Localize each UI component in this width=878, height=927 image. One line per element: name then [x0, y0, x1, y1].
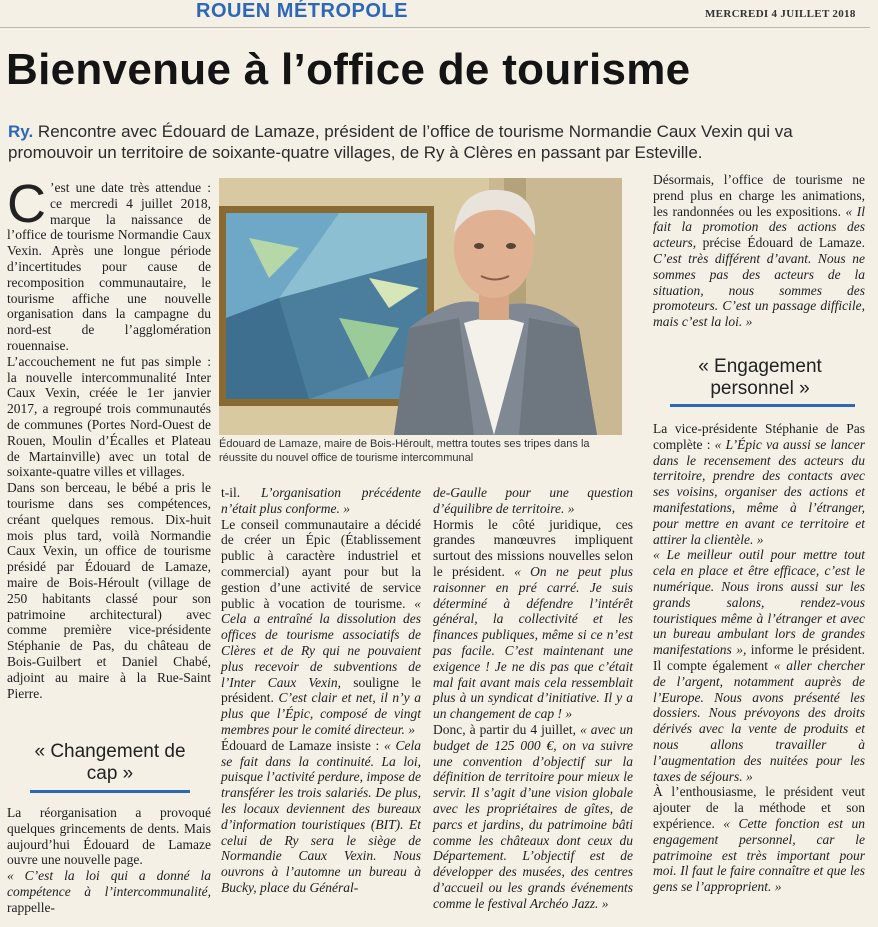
photo-caption: Édouard de Lamaze, maire de Bois-Héroult, mettra toutes ses tripes dans la réussite du nouvel office de tourisme intercommunal [219, 438, 590, 464]
quote: « Cela a entraîné la dissolution des offices de tourisme associatifs de Clères et de Ry qui ne pouvaient plus recevoir de subventions de l’Inter Caux Vexin, [221, 595, 421, 690]
section-heading: ROUEN MÉTROPOLE [196, 0, 408, 22]
paragraph [433, 722, 633, 912]
intertitle-rule [670, 404, 855, 407]
quote: « Cela se fait dans la continuité. La loi, puisque l’activité perdure, impose de transférer les trois salariés. De plus, les locaux deviennent des bureaux d’information touristiques (BIT). Et celui de Ry sera le siège de Normandie Caux Vexin. Nous ouvrons à l’automne un bureau à Bucky, place du Général- [221, 737, 421, 895]
column-1-bottom [7, 805, 211, 916]
paragraph-text: Donc, à partir du 4 juillet, [433, 721, 580, 737]
paragraph [7, 174, 211, 354]
paragraph [221, 738, 421, 896]
paragraph: La réorganisation a provoqué quelques grincements de dents. Mais aujourd’hui Édouard de Lamaze ouvre une nouvelle page. [7, 805, 211, 868]
paragraph [221, 485, 421, 517]
article-title: Bienvenue à l’office de tourisme [6, 45, 691, 94]
paragraph [433, 517, 633, 722]
paragraph [653, 421, 865, 547]
paragraph-text: précise Édouard de Lamaze. [696, 235, 865, 251]
intertitle-changement: « Changement de cap » [34, 741, 186, 784]
paragraph [653, 784, 865, 895]
paragraph-text: Édouard de Lamaze insiste : [221, 737, 385, 753]
paragraph [653, 547, 865, 784]
paragraph-text: Désormais, l’office de tourisme ne prend plus en charge les animations, les randonnées ou les expositions. [653, 172, 865, 219]
quote: « avec un budget de 125 000 €, on va suivre une convention d’objectif sur la définition de territoire pour mieux le servir. Il s’agit d’une vision globale avec les propriétaires de gîtes, de parcs et jardins, du patrimoine bâti comme les châteaux dont ceux du Département. L’objectif est de développer des musées, des centres d’accueil ou les grands événements comme le festival Archéo Jazz. » [433, 721, 633, 911]
paragraph [221, 517, 421, 738]
quote: C’est clair et net, il n’y a plus que l’Épic, composé de vingt membres pour le comité directeur. » [221, 690, 421, 737]
quote: « Cette fonction est un engagement personnel, car le patrimoine est très important pour moi. Il faut le faire connaître et que les gens se l’approprient. » [653, 815, 865, 895]
column-3 [433, 485, 633, 912]
lead-text: Rencontre avec Édouard de Lamaze, président de l’office de tourisme Normandie Caux Vexin qui va promouvoir un territoire de soixante-quatre villages, de Ry à Clères en passant par Esteville. [8, 122, 793, 162]
paragraph-text: t-il. [221, 485, 261, 500]
paragraph: L’accouchement ne fut pas simple : la nouvelle intercommunalité Inter Caux Vexin, créée le 1er janvier 2017, a regroupé trois communautés de communes (Portes Nord-Ouest de Rouen, Moulin d’Écalles et Plateau de Martainville) avec un total de soixante-quatre villes et villages. [7, 353, 211, 480]
issue-date: MERCREDI 4 JUILLET 2018 [705, 8, 856, 20]
paragraph-text: souligne le président. [221, 674, 421, 706]
paragraph: Dans son berceau, le bébé a pris le tourisme dans ses compétences, créant quelques remous. Dix-huit mois plus tard, voilà Normandie Caux Vexin, un office de tourisme présidé par Édouard de Lamaze, maire de Bois-Héroult (village de 250 habitants classé pour son patrimoine architectural) avec comme première vice-présidente Stéphanie de Pas, du château de Bois-Guilbert et Daniel Chabé, adjoint au maire à la Rue-Saint Pierre. [7, 480, 211, 701]
quote: « C’est la loi qui a donné la compétence à l’intercommunalité, [7, 868, 211, 899]
quote: de-Gaulle pour une question d’équilibre de territoire. » [433, 485, 633, 516]
header-divider [0, 27, 870, 28]
paragraph-text: Hormis le côté juridique, ces grandes manœuvres impliquent surtout des missions nouvelles selon le président. [433, 516, 633, 579]
column-1 [7, 174, 211, 701]
quote: L’organisation précédente n’était plus conforme. » [221, 485, 421, 516]
quote: C’est très différent d’avant. Nous ne sommes pas des acteurs de la situation, nous sommes des promoteurs. C’est un passage difficile, mais c’est la loi. » [653, 250, 865, 330]
column-4 [653, 172, 865, 330]
portrait-illustration [219, 178, 622, 435]
paragraph-text: Le conseil communautaire a décidé de créer un Épic (Établissement public à caractère industriel et commercial) ayant pour but la gestion d’une activité de service public à vocation de tourisme. [221, 516, 421, 611]
quote: « Le meilleur outil pour mettre tout cela en place et être efficace, c’est le numérique. Nous irons aussi sur les grands salons, rendez-vous touristiques même à l’étranger et avec un bureau ambulant lors de grandes manifestations », [653, 547, 865, 658]
paragraph [433, 485, 633, 517]
quote: « L’Épic va aussi se lancer dans le recensement des acteurs du territoire, prendre des contacts avec ses voisins, organiser des actions et manifestations, même à l’étranger, pour mettre en avant ce territoire et attirer la clientèle. » [653, 436, 865, 547]
column-4-bottom [653, 421, 865, 895]
column-2 [221, 485, 421, 896]
intertitle-rule [30, 790, 190, 793]
paragraph [7, 868, 211, 915]
quote: « aller chercher de l’argent, notamment auprès de l’Europe. Nous avons présenté les dossiers. Nous prévoyons des droits dérivés avec la vente de produits et nous allons travailler à l’augmentation des nuitées pour les taxes de séjours. » [653, 657, 865, 784]
article-lead [8, 121, 874, 163]
paragraph [653, 172, 865, 330]
paragraph-text: La vice-présidente Stéphanie de Pas complète : [653, 421, 865, 452]
quote: « Il fait la promotion des actions des acteurs, [653, 203, 865, 251]
paragraph-text: rappelle- [7, 899, 55, 915]
intertitle-engagement: « Engagement personnel » [698, 356, 822, 399]
paragraph-text: informe le président. Il compte également [653, 642, 865, 673]
quote: « On ne peut plus raisonner en pré carré. Je suis déterminé à défendre l’intérêt général, la collectivité et les finances publiques, même si ce n’est pas facile. C’est maintenant une exigence ! Je ne dis pas que c’était mal fait avant mais cela ressemblait plus à un syndicat d’initiative. Il y a un changement de cap ! » [433, 563, 633, 722]
paragraph-text: À l’enthousiasme, le président veut ajouter de la méthode et son expérience. [653, 784, 865, 831]
lead-keyword: Ry. [8, 122, 34, 141]
article-photo [219, 178, 622, 435]
paragraph-text: ’est une date très attendue : ce mercredi 4 juillet 2018, marque la naissance de l’office de tourisme Normandie Caux Vexin. Après une longue période d’incertitudes pour cause de recomposition communautaire, le tourisme affiche une nouvelle organisation dans la campagne du nord-est de l’agglomération rouennaise. [7, 180, 211, 353]
drop-cap: C [7, 174, 46, 234]
